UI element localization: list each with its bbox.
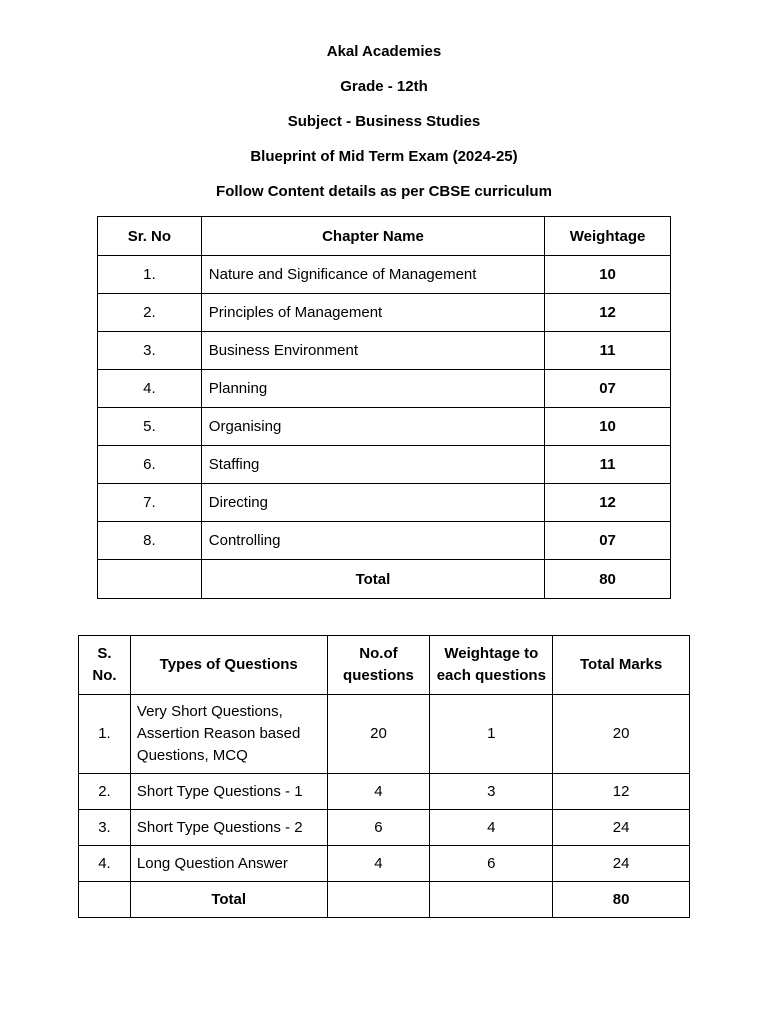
empty-cell: [327, 882, 430, 918]
question-type-line: Questions, MCQ: [136, 747, 248, 764]
sr-no-cell: 5.: [98, 408, 202, 446]
chapter-name-cell: Staffing: [201, 446, 544, 484]
sr-no-cell: 8.: [98, 522, 202, 560]
question-count-cell: 4: [327, 846, 430, 882]
column-header-sr-no: Sr. No: [98, 217, 202, 256]
sr-no-cell: 1.: [98, 256, 202, 294]
question-type-cell: Long Question Answer: [130, 846, 327, 882]
chapter-name-cell: Business Environment: [201, 332, 544, 370]
question-type-line: Very Short Questions,: [136, 703, 283, 720]
weightage-cell: 11: [545, 446, 671, 484]
question-count-cell: 6: [327, 810, 430, 846]
table-row: [98, 370, 671, 408]
header-text-line: No.: [92, 667, 117, 684]
column-header-question-count: [327, 636, 430, 695]
weightage-cell: 12: [545, 484, 671, 522]
table-row: [79, 774, 690, 810]
weightage-cell: 11: [545, 332, 671, 370]
weightage-cell: 12: [545, 294, 671, 332]
table-row: [98, 522, 671, 560]
column-header-chapter-name: Chapter Name: [201, 217, 544, 256]
question-type-cell: Short Type Questions - 1: [130, 774, 327, 810]
question-type-cell: [130, 695, 327, 774]
sr-no-cell: 7.: [98, 484, 202, 522]
header-text-line: each questions: [436, 667, 546, 684]
column-header-weightage-each: [430, 636, 553, 695]
weightage-each-cell: 1: [430, 695, 553, 774]
header-text-line: questions: [343, 667, 414, 684]
sno-cell: 2.: [79, 774, 131, 810]
total-marks-cell: 12: [553, 774, 690, 810]
weightage-each-cell: 3: [430, 774, 553, 810]
table-row: [98, 446, 671, 484]
table-row: [98, 332, 671, 370]
chapter-name-cell: Nature and Significance of Management: [201, 256, 544, 294]
total-marks-cell: 20: [553, 695, 690, 774]
grade-heading: Grade - 12th: [340, 78, 428, 95]
empty-cell: [430, 882, 553, 918]
chapter-name-cell: Planning: [201, 370, 544, 408]
table-header-row: [79, 636, 690, 695]
column-header-total-marks: Total Marks: [553, 636, 690, 695]
table-row: [98, 294, 671, 332]
table-row: [79, 810, 690, 846]
column-header-sno: [79, 636, 131, 695]
chapter-name-cell: Controlling: [201, 522, 544, 560]
sr-no-cell: 3.: [98, 332, 202, 370]
column-header-weightage: Weightage: [545, 217, 671, 256]
table-row: [98, 484, 671, 522]
table-row: [98, 408, 671, 446]
subject-heading: Subject - Business Studies: [287, 113, 481, 130]
empty-cell: [79, 882, 131, 918]
table-row: [98, 256, 671, 294]
sr-no-cell: 2.: [98, 294, 202, 332]
weightage-each-cell: 6: [430, 846, 553, 882]
column-header-question-type: Types of Questions: [130, 636, 327, 695]
question-type-line: Assertion Reason based: [136, 725, 301, 742]
total-weightage: 80: [545, 560, 671, 599]
total-label: Total: [201, 560, 544, 599]
header-text-line: Weightage to: [444, 645, 539, 662]
weightage-cell: 10: [545, 408, 671, 446]
weightage-each-cell: 4: [430, 810, 553, 846]
total-marks-cell: 24: [553, 810, 690, 846]
header-text-line: S.: [97, 645, 112, 662]
question-count-cell: 20: [327, 695, 430, 774]
table-row: [79, 846, 690, 882]
table-row: [79, 695, 690, 774]
sno-cell: 4.: [79, 846, 131, 882]
total-marks-cell: 24: [553, 846, 690, 882]
empty-cell: [98, 560, 202, 599]
total-label: Total: [130, 882, 327, 918]
sr-no-cell: 4.: [98, 370, 202, 408]
total-row: [98, 560, 671, 599]
sno-cell: 1.: [79, 695, 131, 774]
blueprint-heading: Blueprint of Mid Term Exam (2024-25): [250, 148, 518, 165]
weightage-cell: 07: [545, 370, 671, 408]
curriculum-note: Follow Content details as per CBSE curriculum: [216, 183, 552, 200]
table-header-row: [98, 217, 671, 256]
question-count-cell: 4: [327, 774, 430, 810]
chapter-name-cell: Organising: [201, 408, 544, 446]
question-type-cell: Short Type Questions - 2: [130, 810, 327, 846]
sno-cell: 3.: [79, 810, 131, 846]
total-marks-sum: 80: [553, 882, 690, 918]
weightage-cell: 10: [545, 256, 671, 294]
chapters-table: [97, 216, 671, 599]
header-text-line: No.of: [359, 645, 398, 662]
chapter-name-cell: Directing: [201, 484, 544, 522]
total-row: [79, 882, 690, 918]
school-name: Akal Academies: [326, 43, 442, 60]
chapter-name-cell: Principles of Management: [201, 294, 544, 332]
question-types-table: [78, 635, 690, 918]
weightage-cell: 07: [545, 522, 671, 560]
sr-no-cell: 6.: [98, 446, 202, 484]
